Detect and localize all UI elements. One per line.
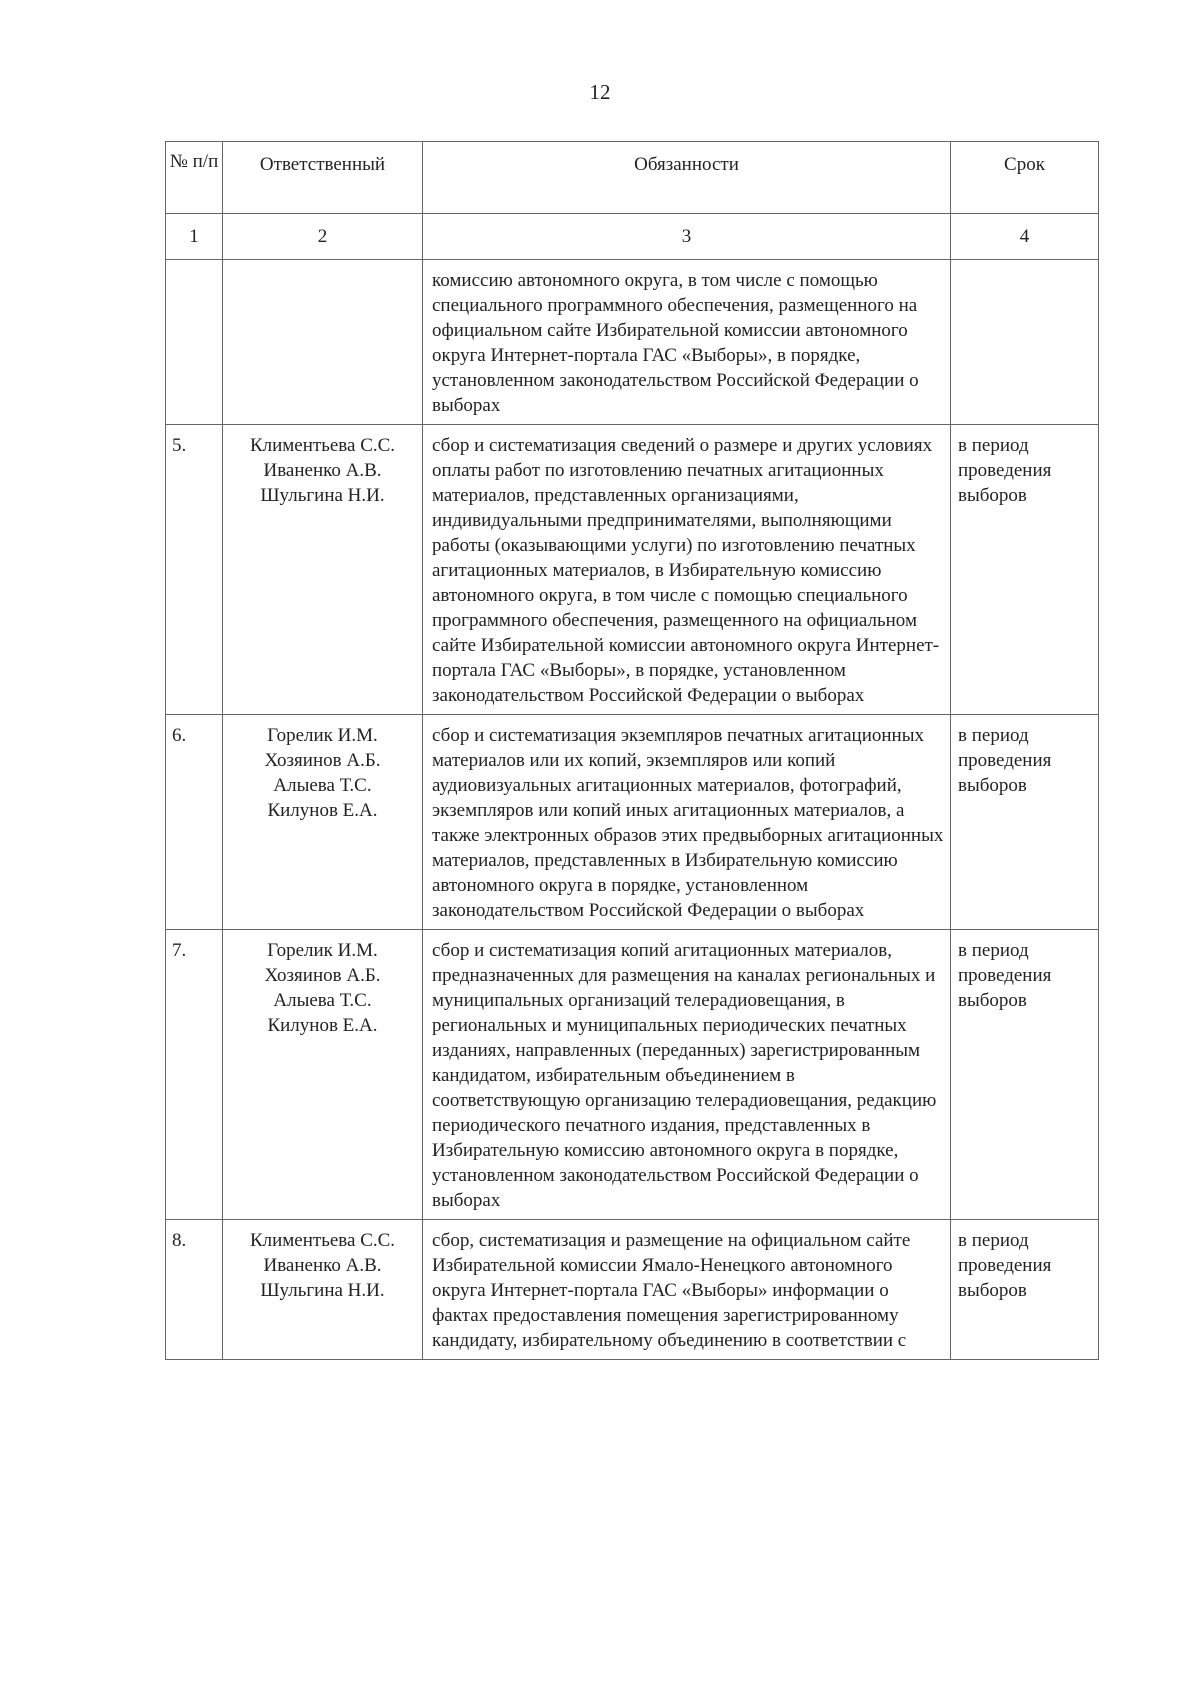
header-number: № п/п <box>166 142 223 214</box>
column-number: 2 <box>223 214 423 260</box>
term-line: выборов <box>958 485 1027 506</box>
duties-cell: сбор, систематизация и размещение на официальном сайте Избирательной комиссии Ямало-Ненецкого автономного округа Интернет-портала ГАС «Выборы» информации о фактах предоставления помещения зарегистрированному кандидату, избирательному объединению в соответствии с <box>423 1220 951 1360</box>
term-line: выборов <box>958 1280 1027 1301</box>
responsible-cell <box>223 715 423 930</box>
term-line: в период <box>958 940 1029 961</box>
responsible-person: Горелик И.М. <box>267 940 378 961</box>
table-row <box>166 715 1099 930</box>
table-row <box>166 930 1099 1220</box>
responsible-person: Килунов Е.А. <box>267 800 378 821</box>
column-numbers-row <box>166 214 1099 260</box>
duties-cell: сбор и систематизация сведений о размере и других условиях оплаты работ по изготовлению печатных агитационных материалов, представленных организациями, индивидуальными предпринимателями, выполняющими работы (оказывающими услуги) по изготовлению печатных агитационных материалов, в Избирательную комиссию автономного округа, в том числе с помощью специального программного обеспечения, размещенного на официальном сайте Избирательной комиссии автономного округа Интернет-портала ГАС «Выборы», в порядке, установленном законодательством Российской Федерации о выборах <box>423 425 951 715</box>
header-term: Срок <box>951 142 1099 214</box>
term-cell <box>951 425 1099 715</box>
responsible-cell <box>223 1220 423 1360</box>
responsible-person: Климентьева С.С. <box>249 435 396 456</box>
term-line: проведения <box>958 1255 1052 1276</box>
table-row <box>166 1220 1099 1360</box>
responsible-person: Хозяинов А.Б. <box>264 965 381 986</box>
term-line: в период <box>958 1230 1029 1251</box>
term-line: выборов <box>958 990 1027 1011</box>
responsibilities-table <box>165 141 1099 1360</box>
term-line: проведения <box>958 750 1052 771</box>
responsible-cell <box>223 425 423 715</box>
row-number: 5. <box>166 425 223 715</box>
responsible-person: Климентьева С.С. <box>249 1230 396 1251</box>
responsible-person: Иваненко А.В. <box>263 460 382 481</box>
header-duties: Обязанности <box>423 142 951 214</box>
responsible-cell <box>223 260 423 425</box>
responsible-person: Шульгина Н.И. <box>260 485 385 506</box>
term-cell <box>951 930 1099 1220</box>
responsible-cell <box>223 930 423 1220</box>
duties-cell: сбор и систематизация экземпляров печатных агитационных материалов или их копий, экземпляров или копий аудиовизуальных агитационных материалов, фотографий, экземпляров или копий иных агитационных материалов, а также электронных образов этих предвыборных агитационных материалов, представленных в Избирательную комиссию автономного округа в порядке, установленном законодательством Российской Федерации о выборах <box>423 715 951 930</box>
page-number: 12 <box>589 80 611 104</box>
table-header-row <box>166 142 1099 214</box>
row-number: 6. <box>166 715 223 930</box>
term-line: в период <box>958 435 1029 456</box>
responsible-person: Килунов Е.А. <box>267 1015 378 1036</box>
duties-cell: сбор и систематизация копий агитационных материалов, предназначенных для размещения на каналах региональных и муниципальных организаций телерадиовещания, в региональных и муниципальных периодических печатных изданиях, направленных (переданных) зарегистрированным кандидатом, избирательным объединением в соответствующую организацию телерадиовещания, редакцию периодического печатного издания, представленных в Избирательную комиссию автономного округа в порядке, установленном законодательством Российской Федерации о выборах <box>423 930 951 1220</box>
duties-cell: комиссию автономного округа, в том числе с помощью специального программного обеспечения, размещенного на официальном сайте Избирательной комиссии автономного округа Интернет-портала ГАС «Выборы», в порядке, установленном законодательством Российской Федерации о выборах <box>423 260 951 425</box>
term-cell <box>951 715 1099 930</box>
table-row <box>166 425 1099 715</box>
term-line: проведения <box>958 965 1052 986</box>
column-number: 3 <box>423 214 951 260</box>
term-line: в период <box>958 725 1029 746</box>
responsible-person: Алыева Т.С. <box>273 990 372 1011</box>
column-number: 1 <box>166 214 223 260</box>
responsible-person: Хозяинов А.Б. <box>264 750 381 771</box>
header-responsible: Ответственный <box>223 142 423 214</box>
row-number: 7. <box>166 930 223 1220</box>
row-number: 8. <box>166 1220 223 1360</box>
responsible-person: Горелик И.М. <box>267 725 378 746</box>
term-cell <box>951 1220 1099 1360</box>
responsible-person: Иваненко А.В. <box>263 1255 382 1276</box>
row-number <box>166 260 223 425</box>
term-line: проведения <box>958 460 1052 481</box>
term-line: выборов <box>958 775 1027 796</box>
term-cell <box>951 260 1099 425</box>
table-row <box>166 260 1099 425</box>
responsible-person: Алыева Т.С. <box>273 775 372 796</box>
responsible-person: Шульгина Н.И. <box>260 1280 385 1301</box>
column-number: 4 <box>951 214 1099 260</box>
